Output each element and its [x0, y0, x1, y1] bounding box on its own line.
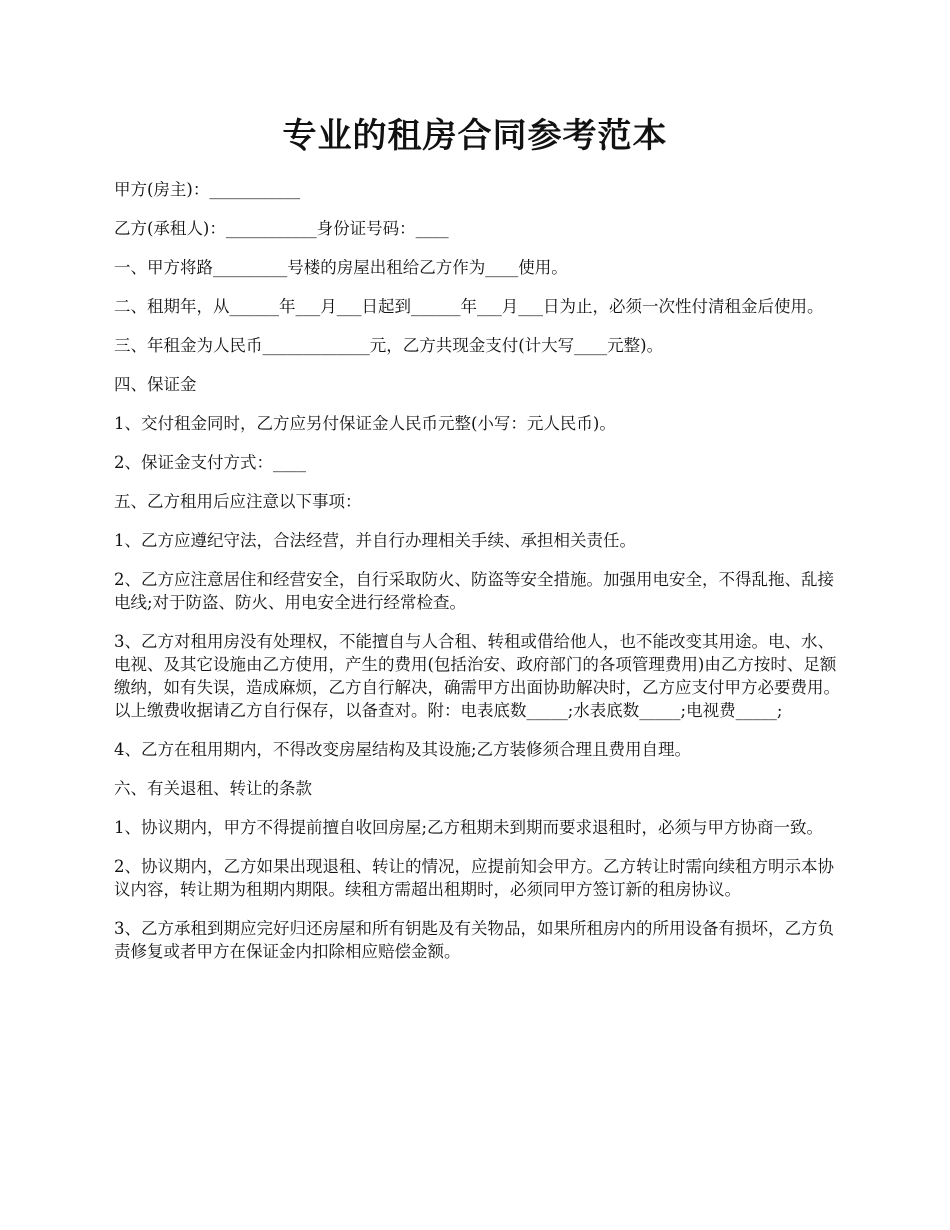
document-title: 专业的租房合同参考范本	[282, 116, 668, 156]
clause-6-item-1: 1、协议期内，甲方不得提前擅自收回房屋;乙方租期未到期而要求退租时，必须与甲方协商一致。	[114, 818, 824, 837]
clause-4-item-2: 2、保证金支付方式：____	[114, 453, 306, 472]
clause-4-item-1: 1、交付租金同时，乙方应另付保证金人民币元整(小写：元人民币)。	[114, 414, 616, 433]
clause-6-item-2: 2、协议期内，乙方如果出现退租、转让的情况，应提前知会甲方。乙方转让时需向续租方明示本协议内容，转让期为租期内期限。续租方需超出租期时，必须同甲方签订新的租房协议。	[114, 857, 834, 899]
clause-5-item-1: 1、乙方应遵纪守法，合法经营，并自行办理相关手续、承担相关责任。	[114, 531, 636, 550]
clause-6-item-3: 3、乙方承租到期应完好归还房屋和所有钥匙及有关物品，如果所租房内的所用设备有损坏，乙方负责修复或者甲方在保证金内扣除相应赔偿金额。	[114, 919, 834, 961]
clause-5-item-4: 4、乙方在租用期内，不得改变房屋结构及其设施;乙方装修须合理且费用自理。	[114, 740, 692, 759]
party-a-line: 甲方(房主)：___________	[114, 180, 301, 199]
clause-1: 一、甲方将路_________号楼的房屋出租给乙方作为____使用。	[114, 258, 568, 277]
document-body	[114, 178, 840, 979]
clause-2: 二、租期年，从______年___月___日起到______年___月___日为止，必须一次性付清租金后使用。	[114, 297, 824, 316]
clause-3: 三、年租金为人民币_____________元，乙方共现金支付(计大写____元整)。	[114, 336, 664, 355]
clause-5-heading: 五、乙方租用后应注意以下事项：	[114, 492, 362, 511]
clause-4-heading: 四、保证金	[114, 375, 197, 394]
clause-6-heading: 六、有关退租、转让的条款	[114, 779, 312, 798]
party-b-line: 乙方(承租人)：___________身份证号码：____	[114, 219, 449, 238]
clause-5-item-3: 3、乙方对租用房没有处理权，不能擅自与人合租、转租或借给他人，也不能改变其用途。电、水、电视、及其它设施由乙方使用，产生的费用(包括治安、政府部门的各项管理费用)由乙方按时、足额缴纳，如有失误，造成麻烦，乙方自行解决，确需甲方出面协助解决时，乙方应支付甲方必要费用。以上缴费收据请乙方自行保存，以备查对。附：电表底数_____;水表底数_____;电视费_____;	[114, 632, 840, 720]
clause-5-item-2: 2、乙方应注意居住和经营安全，自行采取防火、防盗等安全措施。加强用电安全，不得乱拖、乱接电线;对于防盗、防火、用电安全进行经常检查。	[114, 570, 834, 612]
